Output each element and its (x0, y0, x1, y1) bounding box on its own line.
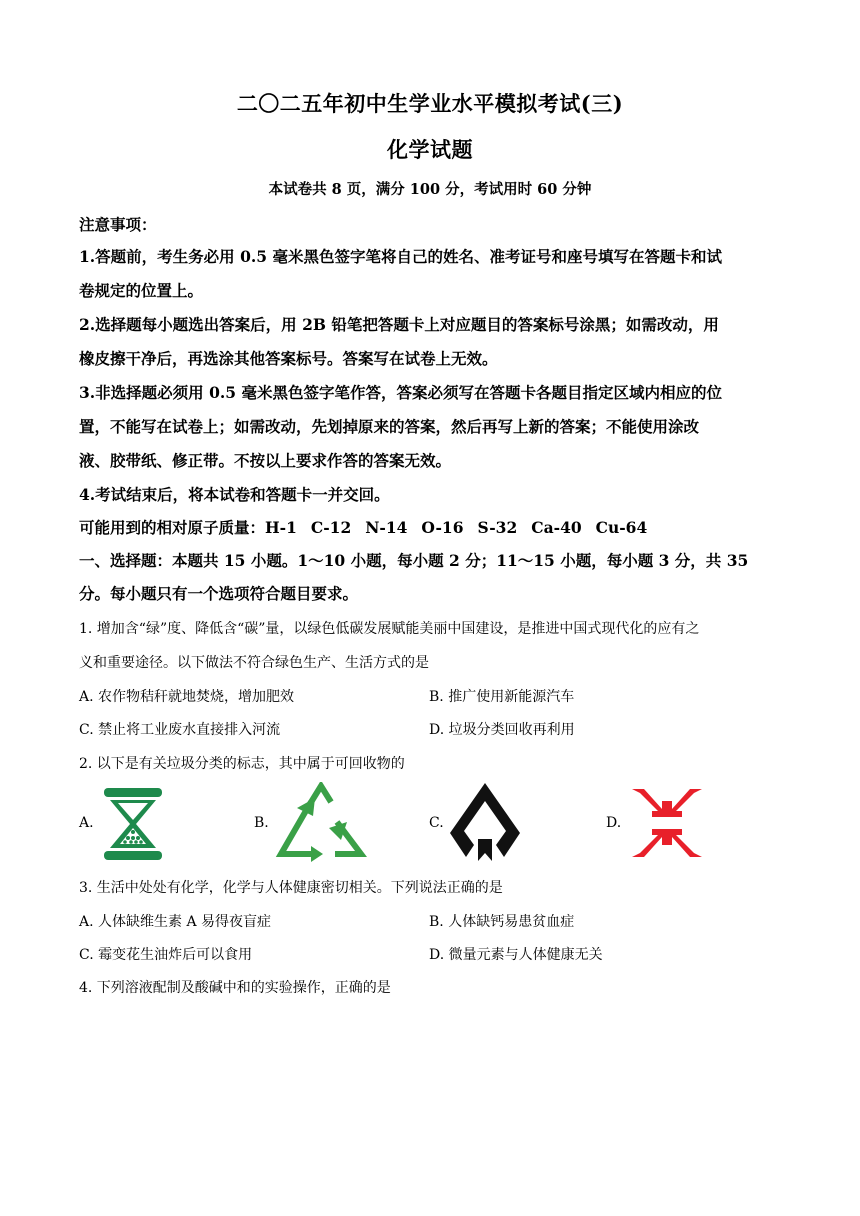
exam-info: 本试卷共 8 页，满分 100 分，考试用时 60 分钟 (268, 181, 592, 198)
atomic-masses-label: 可能用到的相对原子质量： (79, 518, 266, 537)
q1-stem: 1. 增加含“绿”度、降低含“碳”量，以绿色低碳发展赋能美丽中国建设，是推进中国式现代化的应有之 (79, 621, 700, 637)
q2-stem: 2. 以下是有关垃圾分类的标志，其中属于可回收物的 (79, 756, 405, 772)
notice-heading: 注意事项： (79, 215, 157, 234)
q1-option-a: A. 农作物秸秆就地焚烧，增加肥效 (79, 689, 295, 705)
q3-option-d: D. 微量元素与人体健康无关 (429, 947, 603, 963)
recycle-icon (275, 782, 367, 868)
q1-option-c: C. 禁止将工业废水直接排入河流 (79, 722, 281, 738)
atomic-mass-item: C-12 (310, 518, 352, 537)
notice-line: 1.答题前，考生务必用 0.5 毫米黑色签字笔将自己的姓名、准考证号和座号填写在答题卡和试 (79, 247, 722, 266)
q3-option-b: B. 人体缺钙易患贫血症 (429, 914, 575, 930)
notice-line: 4.考试结束后，将本试卷和答题卡一并交回。 (79, 485, 390, 504)
subject-title: 化学试题 (387, 137, 473, 162)
notice-line: 液、胶带纸、修正带。不按以上要求作答的答案无效。 (79, 451, 452, 470)
q4-stem: 4. 下列溶液配制及酸碱中和的实验操作，正确的是 (79, 980, 391, 996)
q1-stem: 义和重要途径。以下做法不符合绿色生产、生活方式的是 (79, 655, 429, 671)
q3-option-c: C. 霉变花生油炸后可以食用 (79, 947, 253, 963)
atomic-masses (79, 516, 791, 538)
q2-label-d: D. (606, 815, 622, 831)
notice-line: 卷规定的位置上。 (79, 281, 204, 300)
q3-stem: 3. 生活中处处有化学，化学与人体健康密切相关。下列说法正确的是 (79, 880, 503, 896)
q3-option-a: A. 人体缺维生素 A 易得夜盲症 (79, 914, 272, 930)
q1-option-d: D. 垃圾分类回收再利用 (429, 722, 575, 738)
notice-line: 3.非选择题必须用 0.5 毫米黑色签字笔作答，答案必须写在答题卡各题目指定区域内相应的位 (79, 383, 722, 402)
notice-line: 置，不能写在试卷上；如需改动，先划掉原来的答案，然后再写上新的答案；不能使用涂改 (79, 417, 700, 436)
q2-label-b: B. (254, 815, 269, 831)
atomic-mass-item: Cu-64 (595, 518, 648, 537)
other-waste-icon (448, 781, 522, 867)
section-heading: 一、选择题：本题共 15 小题。1～10 小题，每小题 2 分；11～15 小题，每小题 3 分，共 35 (79, 551, 749, 570)
atomic-mass-item: Ca-40 (531, 518, 582, 537)
notice-line: 2.选择题每小题选出答案后，用 2B 铅笔把答题卡上对应题目的答案标号涂黑；如需改动，用 (79, 315, 719, 334)
hazardous-waste-icon (102, 786, 164, 866)
atomic-mass-item: S-32 (477, 518, 518, 537)
kitchen-waste-icon (630, 787, 704, 863)
atomic-mass-item: H-1 (265, 518, 297, 537)
section-heading: 分。每小题只有一个选项符合题目要求。 (79, 584, 359, 603)
q2-label-a: A. (79, 815, 94, 831)
atomic-mass-item: O-16 (421, 518, 464, 537)
atomic-mass-item: N-14 (365, 518, 408, 537)
q1-option-b: B. 推广使用新能源汽车 (429, 689, 575, 705)
notice-line: 橡皮擦干净后，再选涂其他答案标号。答案写在试卷上无效。 (79, 349, 498, 368)
q2-label-c: C. (429, 815, 444, 831)
exam-title: 二〇二五年初中生学业水平模拟考试(三) (236, 91, 624, 116)
